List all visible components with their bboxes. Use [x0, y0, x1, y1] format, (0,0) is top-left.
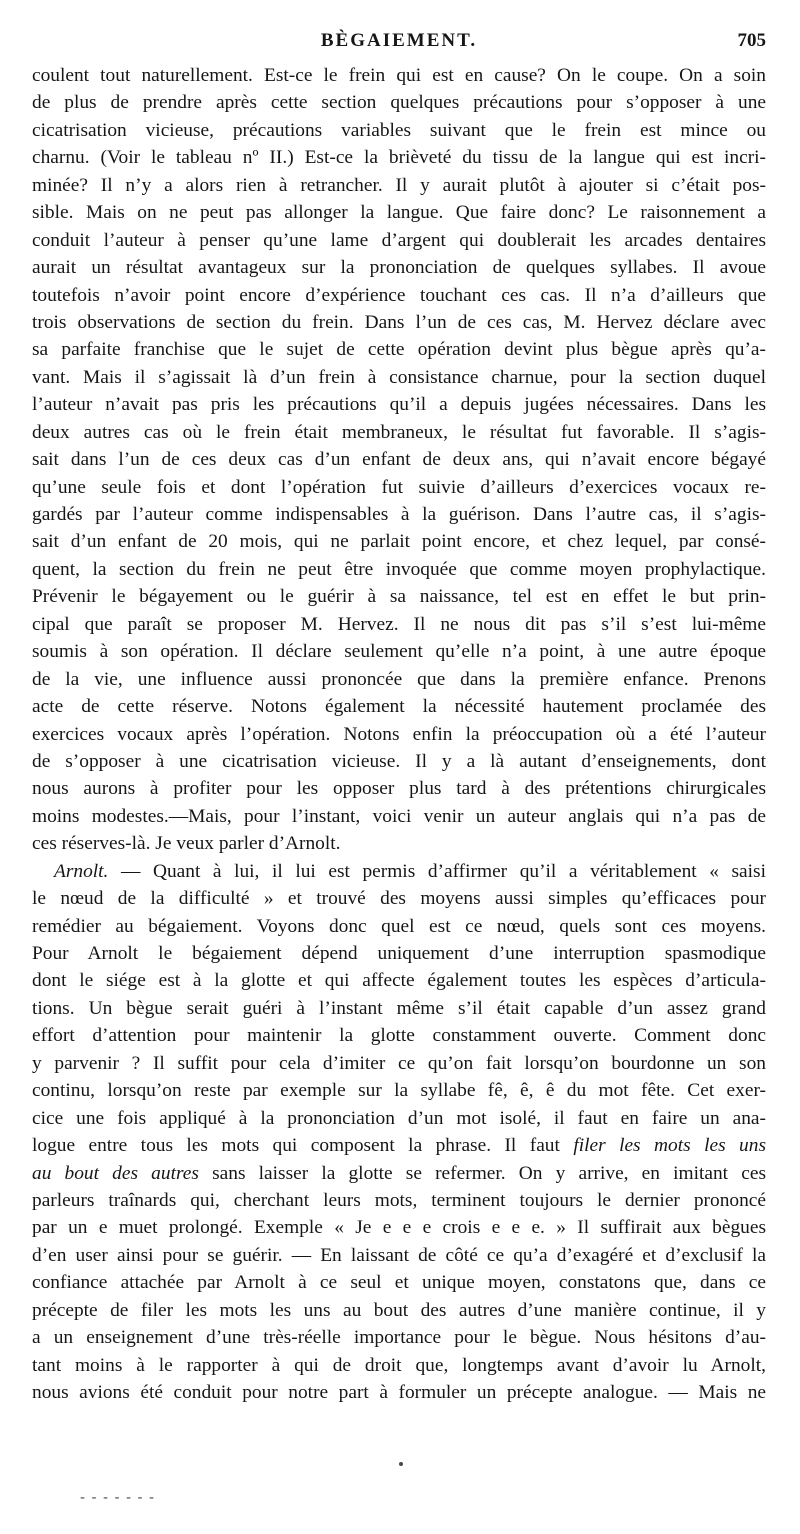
text-line: confiance attachée par Arnolt à ce seul et unique moyen, constatons que, dans ce	[32, 1272, 766, 1294]
italic-phrase: au bout des autres	[32, 1162, 199, 1184]
text-line: sait dans l’un de ces deux cas d’un enfant de deux ans, qui n’avait encore bégayé	[32, 449, 766, 471]
running-head	[32, 30, 766, 56]
text-line: qu’une seule fois et dont l’opération fut suivie d’ailleurs d’exercices vocaux re-	[32, 476, 766, 498]
text-line: acte de cette réserve. Notons également la nécessité hautement proclamée des	[32, 696, 766, 718]
text-line: tant moins à le rapporter à qui de droit que, longtemps avant d’avoir lu Arnolt,	[32, 1354, 766, 1376]
text-line: par un e muet prolongé. Exemple « Je e e e crois e e e. » Il suffirait aux bègues	[32, 1217, 766, 1239]
text-line: tions. Un bègue serait guéri à l’instant même s’il était capable d’un assez grand	[32, 997, 766, 1019]
text-line: cipal que paraît se proposer M. Hervez. Il ne nous dit pas s’il s’est lui-même	[32, 613, 766, 635]
text-line: a un enseignement d’une très-réelle importance pour le bègue. Nous hésitons d’au-	[32, 1327, 766, 1349]
text-line: de plus de prendre après cette section quelques précautions pour s’opposer à une	[32, 92, 766, 114]
text-line: cicatrisation vicieuse, précautions variables suivant que le frein est mince ou	[32, 119, 766, 141]
text-line: sible. Mais on ne peut pas allonger la langue. Que faire donc? Le raisonnement a	[32, 202, 766, 224]
text-line: cice une fois appliqué à la prononciation d’un mot isolé, il faut en faire un ana-	[32, 1107, 766, 1129]
text-line: exercices vocaux après l’opération. Notons enfin la préoccupation où a été l’auteur	[32, 723, 766, 745]
text-line: parleurs traînards qui, cherchant leurs mots, terminent toujours le dernier prononcé	[32, 1189, 766, 1211]
text-line: gardés par l’auteur comme indispensables à la guérison. Dans l’autre cas, il s’agis-	[32, 504, 766, 525]
text-line: moins modestes.—Mais, pour l’instant, voici venir un auteur anglais qui n’a pas de	[32, 805, 766, 827]
print-speck	[399, 1462, 403, 1466]
text-line: de la vie, une influence aussi prononcée que dans la première enfance. Prenons	[32, 668, 766, 690]
author-name-arnolt: Arnolt.	[54, 860, 109, 882]
text-fragment: logue entre tous les mots qui composent la phrase. Il faut	[32, 1135, 574, 1157]
text-line: y parvenir ? Il suffit pour cela d’imiter ce qu’on fait lorsqu’on bourdonne un son	[32, 1052, 766, 1074]
text-line: Pour Arnolt le bégaiement dépend uniquement d’une interruption spasmodique	[32, 943, 766, 964]
text-line: dont le siége est à la glotte et qui affecte également toutes les espèces d’articula-	[32, 970, 766, 992]
text-line: l’auteur n’avait pas pris les précautions qu’il a depuis jugées nécessaires. Dans les	[32, 394, 766, 416]
text-line-arnolt-start	[32, 858, 766, 885]
text-line: trois observations de section du frein. Dans l’un de ces cas, M. Hervez déclare avec	[32, 311, 766, 333]
text-line: sait d’un enfant de 20 mois, qui ne parlait point encore, et chez lequel, par consé-	[32, 531, 766, 553]
text-line: minée? Il n’y a alors rien à retrancher. Il y aurait plutôt à ajouter si c’était pos-	[32, 174, 766, 196]
page-number: 705	[737, 30, 766, 51]
body-text	[32, 62, 766, 1406]
text-line-with-italic	[32, 1132, 766, 1159]
text-line: précepte de filer les mots les uns au bout des autres d’une manière continue, il y	[32, 1299, 766, 1321]
text-line: aurait un résultat avantageux sur la prononciation de quelques syllabes. Il avoue	[32, 257, 766, 279]
text-line: le nœud de la difficulté » et trouvé des moyens aussi simples qu’efficaces pour	[32, 888, 766, 910]
italic-phrase: filer les mots les uns	[573, 1135, 766, 1157]
text-line: d’en user ainsi pour se guérir. — En laissant de côté ce qu’a d’exagéré et d’exclusif la	[32, 1244, 766, 1266]
text-line: deux autres cas où le frein était membraneux, le résultat fut favorable. Il s’agis-	[32, 421, 766, 443]
running-title: BÈGAIEMENT.	[320, 30, 478, 51]
text-line: Prévenir le bégayement ou le guérir à sa naissance, tel est en effet le but prin-	[32, 586, 766, 608]
text-line: nous aurons à profiter pour les opposer plus tard à des prétentions chirurgicales	[32, 778, 766, 800]
text-line: vant. Mais il s’agissait là d’un frein à consistance charnue, pour la section duquel	[32, 366, 766, 388]
text-line: quent, la section du frein ne peut être invoquée que comme moyen prophylactique.	[32, 558, 766, 580]
text-line-with-italic	[32, 1160, 766, 1187]
text-line: remédier au bégaiement. Voyons donc quel est ce nœud, quels sont ces moyens.	[32, 915, 766, 937]
text-line: soumis à son opération. Il déclare seulement qu’elle n’a point, à une autre époque	[32, 641, 766, 663]
text-line: conduit l’auteur à penser qu’une lame d’argent qui doublerait les arcades dentaires	[32, 229, 766, 251]
text-line: coulent tout naturellement. Est-ce le frein qui est en cause? On le coupe. On a soin	[32, 65, 766, 86]
text-line: sa parfaite franchise que le sujet de cette opération devint plus bègue après qu’a-	[32, 339, 766, 361]
text-line: de s’opposer à une cicatrisation vicieuse. Il y a là autant d’enseignements, dont	[32, 750, 766, 772]
text-line: nous avions été conduit pour notre part à formuler un précepte analogue. — Mais ne	[32, 1382, 766, 1403]
text-line: continu, lorsqu’on reste par exemple sur la syllabe fê, ê, ê du mot fête. Cet exer-	[32, 1080, 766, 1102]
footer-marks: - - - - - - -	[80, 1490, 156, 1506]
text-line-paragraph-end: ces réserves-là. Je veux parler d’Arnolt.	[32, 833, 341, 855]
text-line: charnu. (Voir le tableau nº II.) Est-ce la brièveté du tissu de la langue qui est incri-	[32, 147, 766, 169]
text-fragment: sans laisser la glotte se refermer. On y arrive, en imitant ces	[198, 1162, 766, 1184]
text-line: toutefois n’avoir point encore d’expérience touchant ces cas. Il n’a d’ailleurs que	[32, 284, 766, 306]
text-line: effort d’attention pour maintenir la glotte constamment ouverte. Comment donc	[32, 1025, 766, 1047]
text-fragment: — Quant à lui, il lui est permis d’affirmer qu’il a véritablement « saisi	[108, 860, 766, 882]
